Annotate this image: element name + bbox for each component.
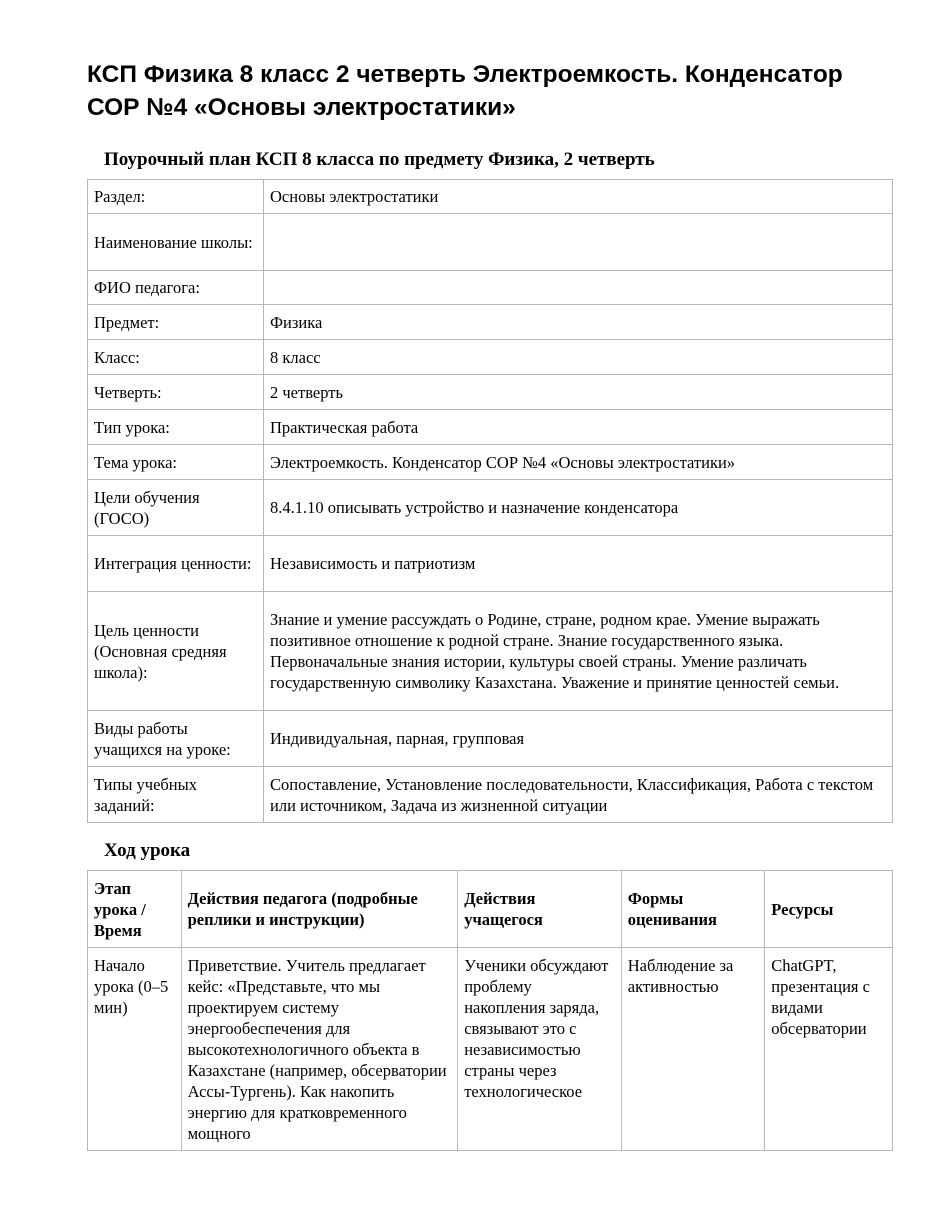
plan-heading: Поурочный план КСП 8 класса по предмету Физика, 2 четверть xyxy=(104,149,655,170)
cell-teacher: Приветствие. Учитель предлагает кейс: «Представьте, что мы проектируем систему энергообеспечения для высокотехнологичного объекта в Казахстане (например, обсерватории Ассы-Тургень). Как накопить энергию для кратковременного мощного xyxy=(181,948,458,1151)
row-value xyxy=(264,214,893,271)
table-row xyxy=(88,711,893,767)
table-row xyxy=(88,375,893,410)
info-table xyxy=(87,179,893,823)
table-row xyxy=(88,592,893,711)
header-assessment: Формы оценивания xyxy=(621,871,764,948)
row-label: Цель ценности (Основная средняя школа): xyxy=(88,592,264,711)
header-stage: Этап урока / Время xyxy=(88,871,182,948)
table-row xyxy=(88,480,893,536)
lesson-table xyxy=(87,870,893,1151)
row-value xyxy=(264,271,893,305)
row-label: Класс: xyxy=(88,340,264,375)
row-label: Предмет: xyxy=(88,305,264,340)
cell-stage: Начало урока (0–5 мин) xyxy=(88,948,182,1151)
cell-assessment: Наблюдение за активностью xyxy=(621,948,764,1151)
row-value: Независимость и патриотизм xyxy=(264,536,893,592)
table-row xyxy=(88,340,893,375)
row-value: Электроемкость. Конденсатор СОР №4 «Основы электростатики» xyxy=(264,445,893,480)
row-label: Типы учебных заданий: xyxy=(88,767,264,823)
table-header-row xyxy=(88,871,893,948)
row-label: Тема урока: xyxy=(88,445,264,480)
table-row xyxy=(88,948,893,1151)
row-value: Физика xyxy=(264,305,893,340)
row-value: Знание и умение рассуждать о Родине, стране, родном крае. Умение выражать позитивное отношение к родной стране. Знание государственного языка. Первоначальные знания истории, культуры своей страны. Умение различать государственную символику Казахстана. Уважение и принятие ценностей семьи. xyxy=(264,592,893,711)
row-value: Сопоставление, Установление последовательности, Классификация, Работа с текстом или источником, Задача из жизненной ситуации xyxy=(264,767,893,823)
table-row xyxy=(88,445,893,480)
row-label: Четверть: xyxy=(88,375,264,410)
row-label: Цели обучения (ГОСО) xyxy=(88,480,264,536)
lesson-heading: Ход урока xyxy=(104,840,191,861)
cell-student: Ученики обсуждают проблему накопления заряда, связывают это с независимостью страны через технологическое xyxy=(458,948,622,1151)
row-value: 2 четверть xyxy=(264,375,893,410)
document-title: КСП Физика 8 класс 2 четверть Электроемкость. Конденсатор СОР №4 «Основы электростатики» xyxy=(87,61,843,121)
table-row xyxy=(88,180,893,214)
header-student: Действия учащегося xyxy=(458,871,622,948)
row-label: Раздел: xyxy=(88,180,264,214)
table-row xyxy=(88,536,893,592)
header-teacher: Действия педагога (подробные реплики и инструкции) xyxy=(181,871,458,948)
row-label: Интеграция ценности: xyxy=(88,536,264,592)
table-row xyxy=(88,214,893,271)
cell-resources: ChatGPT, презентация с видами обсерватории xyxy=(765,948,893,1151)
row-label: ФИО педагога: xyxy=(88,271,264,305)
table-row xyxy=(88,271,893,305)
row-value: Основы электростатики xyxy=(264,180,893,214)
row-value: 8 класс xyxy=(264,340,893,375)
row-label: Тип урока: xyxy=(88,410,264,445)
table-row xyxy=(88,410,893,445)
row-label: Виды работы учащихся на уроке: xyxy=(88,711,264,767)
row-value: 8.4.1.10 описывать устройство и назначение конденсатора xyxy=(264,480,893,536)
header-resources: Ресурсы xyxy=(765,871,893,948)
table-row xyxy=(88,767,893,823)
table-row xyxy=(88,305,893,340)
row-label: Наименование школы: xyxy=(88,214,264,271)
row-value: Индивидуальная, парная, групповая xyxy=(264,711,893,767)
row-value: Практическая работа xyxy=(264,410,893,445)
